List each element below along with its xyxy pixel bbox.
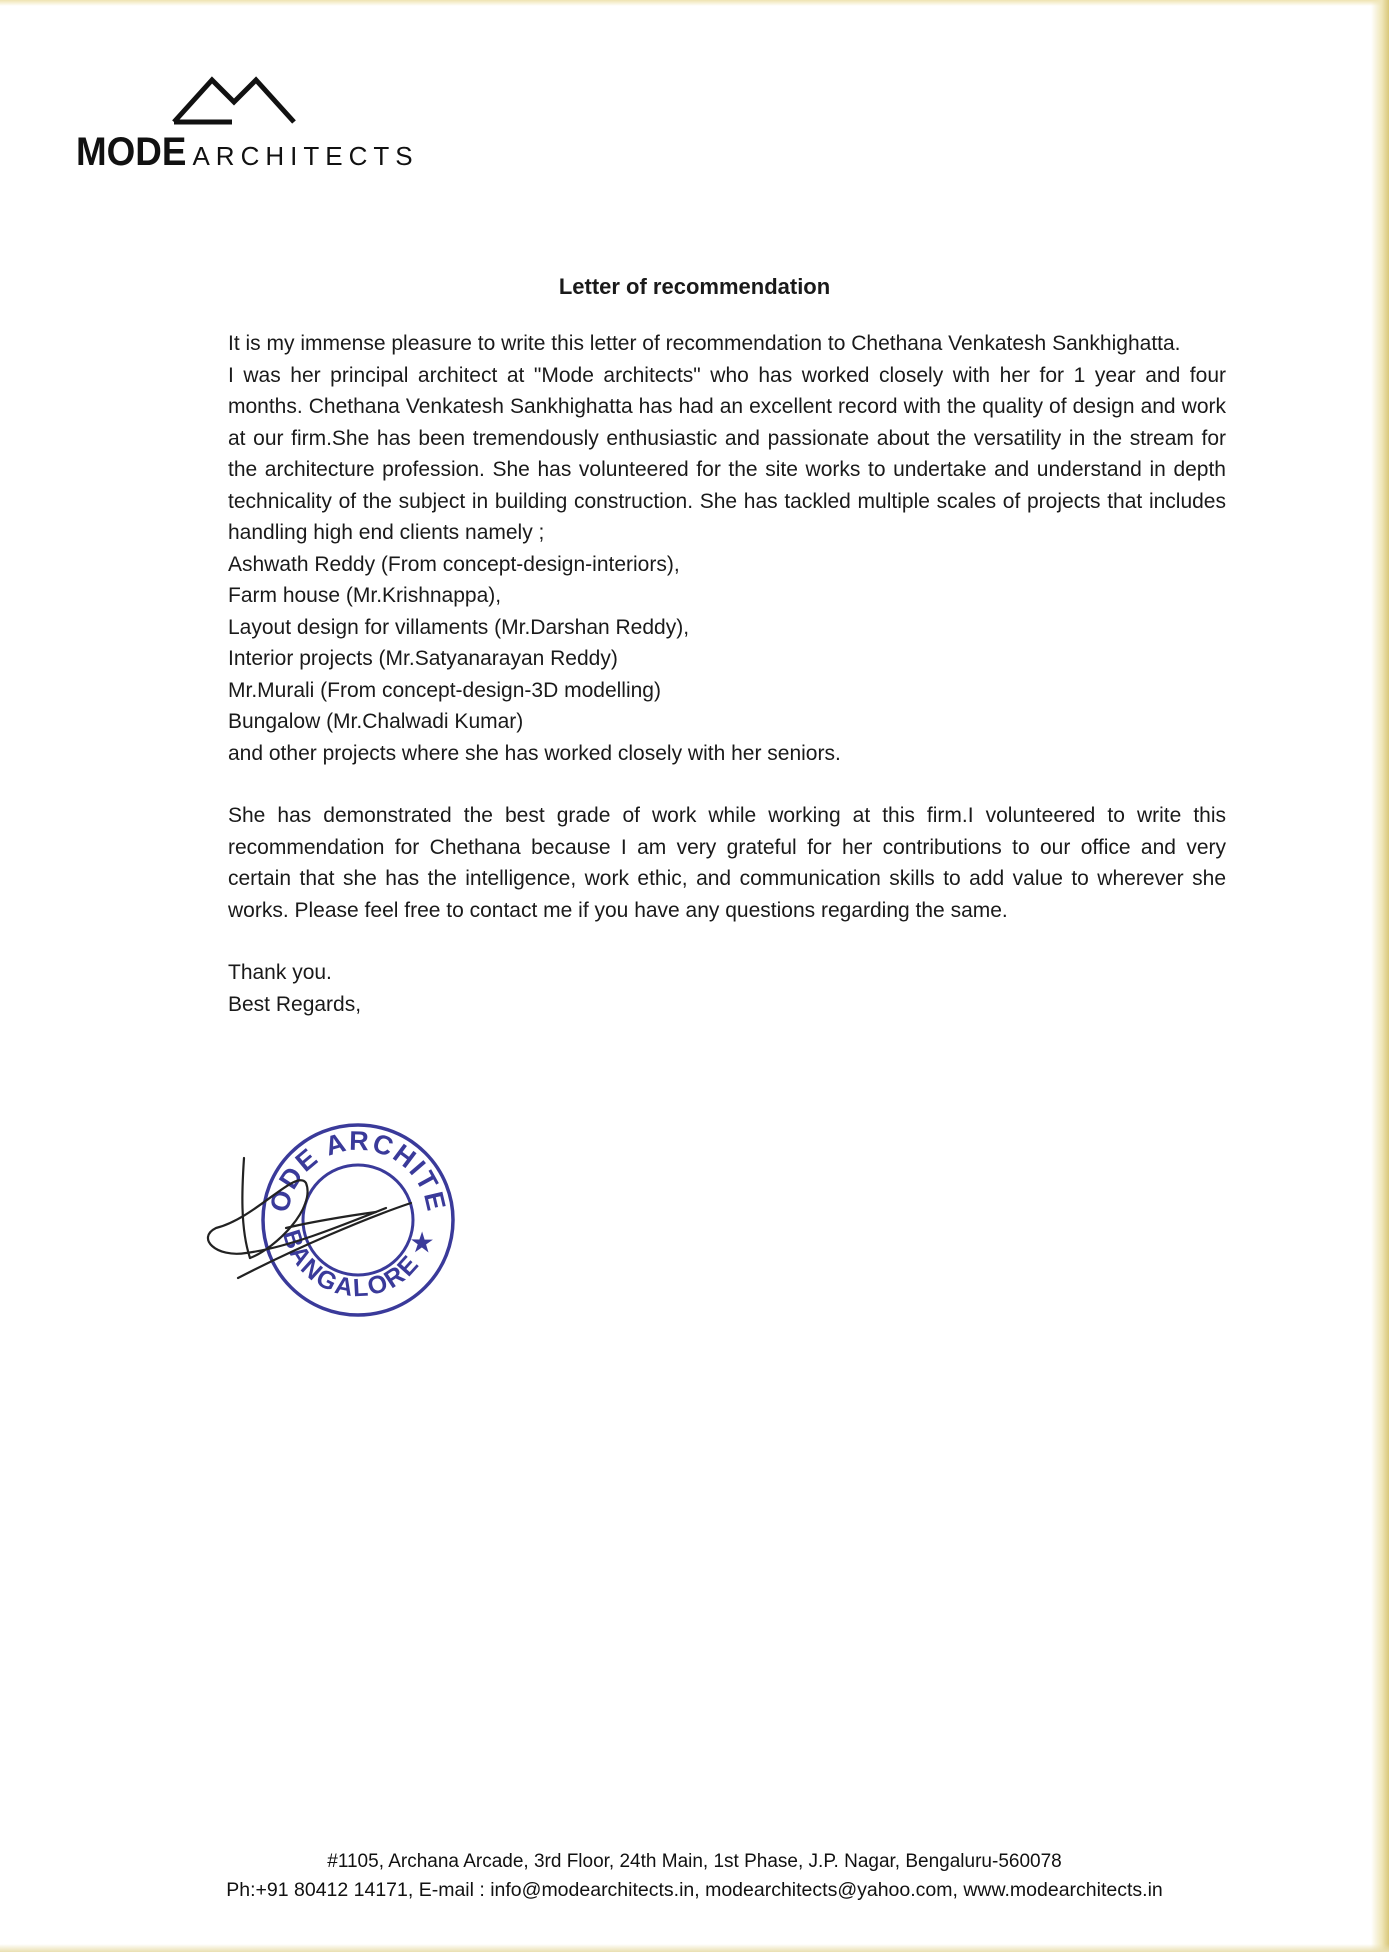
stamp-bottom-text: BANGALORE ★ bbox=[276, 1225, 440, 1303]
stamp-and-signature bbox=[196, 1108, 476, 1318]
project-list bbox=[228, 549, 1226, 770]
roof-mark-icon bbox=[172, 72, 298, 126]
list-item: Mr.Murali (From concept-design-3D modelling) bbox=[228, 678, 661, 702]
logo-wordmark bbox=[76, 130, 419, 175]
list-item: Interior projects (Mr.Satyanarayan Reddy) bbox=[228, 647, 618, 670]
regards-line: Best Regards, bbox=[228, 992, 362, 1016]
paper-edge-top bbox=[0, 0, 1389, 6]
company-stamp bbox=[196, 1108, 476, 1318]
list-item: Farm house (Mr.Krishnappa), bbox=[228, 584, 502, 607]
letter-title: Letter of recommendation bbox=[558, 274, 831, 299]
list-item: Ashwath Reddy (From concept-design-interiors), bbox=[228, 552, 680, 576]
letter-body bbox=[228, 328, 1226, 1020]
experience-paragraph: I was her principal architect at "Mode architects" who has worked closely with her for 1 year and four months. Chethana Venkatesh Sankhighatta has had an excellent record with the quality of design and work at our firm.She has been tremendously enthusiastic and passionate about the versatility in the stream for the architecture profession. She has volunteered for the site works to undertake and understand in depth technicality of the subject in building construction. She has tackled multiple scales of projects that includes handling high end clients namely ; bbox=[228, 363, 1226, 544]
thanks-line: Thank you. bbox=[228, 961, 332, 984]
stamp-top-text: ODE ARCHITE bbox=[264, 1125, 452, 1216]
logo-brand-light: ARCHITECTS bbox=[192, 141, 419, 171]
paper-edge-bottom bbox=[0, 1944, 1389, 1952]
intro-paragraph: It is my immense pleasure to write this letter of recommendation to Chethana Venkatesh Sankhighatta. bbox=[228, 332, 1181, 355]
closing-paragraph: She has demonstrated the best grade of work while working at this firm.I volunteered to write this recommendation for Chethana because I am very grateful for her contributions to our office and very certain that she has the intelligence, work ethic, and communication skills to add value to wherever she works. Please feel free to contact me if you have any questions regarding the same. bbox=[228, 804, 1226, 922]
project-list-tail: and other projects where she has worked closely with her seniors. bbox=[228, 741, 841, 765]
footer-address: #1105, Archana Arcade, 3rd Floor, 24th Main, 1st Phase, J.P. Nagar, Bengaluru-560078 bbox=[327, 1851, 1062, 1872]
svg-text:★ MODE ARCHITECTS bbox=[196, 1108, 452, 1215]
list-item: Bungalow (Mr.Chalwadi Kumar) bbox=[228, 710, 524, 733]
company-logo bbox=[76, 72, 419, 182]
paragraph-gap bbox=[228, 769, 1226, 800]
svg-text:BANGALORE ★ bbox=[277, 1226, 440, 1302]
footer-contact: Ph:+91 80412 14171, E-mail : info@modearchitects.in, modearchitects@yahoo.com, www.modearchitects.in bbox=[226, 1879, 1163, 1901]
sign-off bbox=[228, 957, 1226, 1020]
letterhead-footer bbox=[0, 1848, 1389, 1904]
logo-brand-bold: MODE bbox=[76, 130, 187, 174]
list-item: Layout design for villaments (Mr.Darshan Reddy), bbox=[228, 615, 690, 639]
